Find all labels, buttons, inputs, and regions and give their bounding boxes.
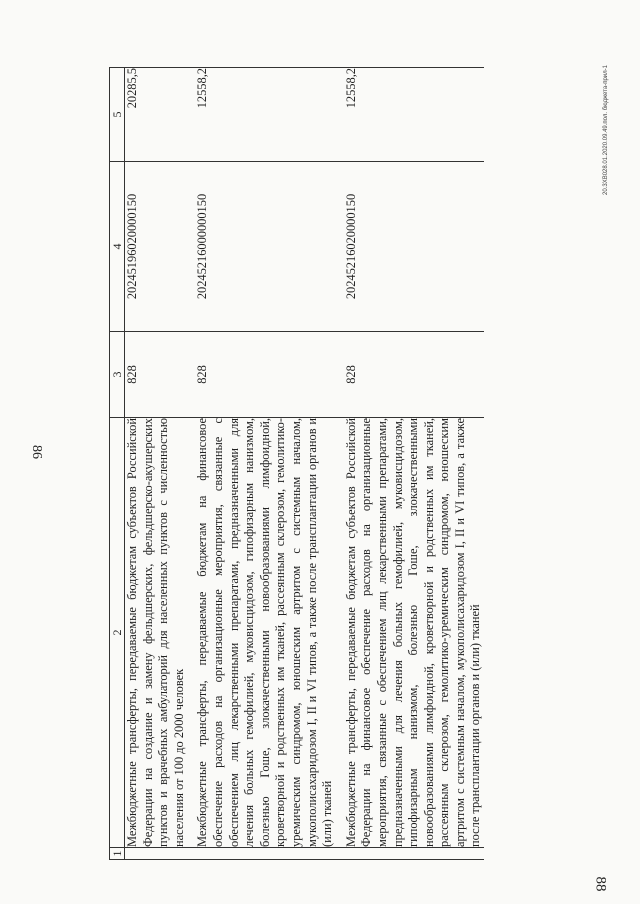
- table-row: [125, 68, 188, 860]
- rotated-table-wrapper: [109, 68, 589, 860]
- row-index-cell: [195, 848, 335, 860]
- table-row: [344, 68, 484, 860]
- col-header-4: 4: [110, 162, 125, 332]
- row-amount: 20285,5: [125, 68, 188, 162]
- row-amount: 12558,2: [195, 68, 335, 162]
- document-code: 20.3ХВ028.01.2020.09.49.пол. бюджета-прил-1: [603, 65, 609, 195]
- row-kbk-code: 20245216020000150: [344, 162, 484, 332]
- row-description: Межбюджетные трансферты, передаваемые бюджетам субъектов Российской Федерации на создание и замену фельдшерских, фельдшерско-акушерских пунктов и врачебных амбулаторий для населенных пунктов с численностью населения от 100 до 2000 человек: [125, 418, 186, 847]
- row-kbk-code: 20245216000000150: [195, 162, 335, 332]
- rotated-table: [109, 68, 589, 860]
- table-row: [195, 68, 335, 860]
- col-header-1: 1: [110, 848, 125, 860]
- row-admin-code: 828: [344, 332, 484, 418]
- row-description: Межбюджетные трансферты, передаваемые бюджетам на финансовое обеспечение расходов на организационные мероприятия, связанные с обеспечением лиц лекарственными препаратами, предназначенными для лечения больных гемофилией, муковисцидозом, гипофизарным нанизмом, болезнью Гоше, злокачественными новообразованиями лимфоидной, кроветворной и родственных им тканей, рассеянным склерозом, гемолитико-уремическим синдромом, юношеским артритом с системным началом, мукополисахаридозом I, II и VI типов, а также после трансплантации органов и (или) тканей: [195, 418, 335, 847]
- page-number: 86: [29, 445, 44, 459]
- row-amount: 12558,2: [344, 68, 484, 162]
- corner-page-number: 88: [592, 876, 609, 892]
- row-admin-code: 828: [195, 332, 335, 418]
- row-admin-code: 828: [125, 332, 188, 418]
- col-header-5: 5: [110, 68, 125, 162]
- budget-table: [109, 67, 484, 860]
- row-gap: [187, 68, 195, 860]
- table-header-row: [110, 68, 125, 860]
- col-header-3: 3: [110, 332, 125, 418]
- row-index-cell: [344, 848, 484, 860]
- row-kbk-code: 20245196020000150: [125, 162, 188, 332]
- row-description: Межбюджетные трансферты, передаваемые бюджетам субъектов Российской Федерации на финансовое обеспечение расходов на организационные мероприятия, связанные с обеспечением лиц лекарственными препаратами, предназначенными для лечения больных гемофилией, муковисцидозом, гипофизарным нанизмом, болезнью Гоше, злокачественными новообразованиями лимфоидной, кроветворной и родственных им тканей, рассеянным склерозом, гемолитико-уремическим синдромом, юношеским артритом с системным началом, мукополисахаридозом I, II и VI типов, а также после трансплантации органов и (или) тканей: [343, 418, 483, 847]
- row-index-cell: [125, 848, 188, 860]
- row-gap: [336, 68, 344, 860]
- col-header-2: 2: [110, 418, 125, 848]
